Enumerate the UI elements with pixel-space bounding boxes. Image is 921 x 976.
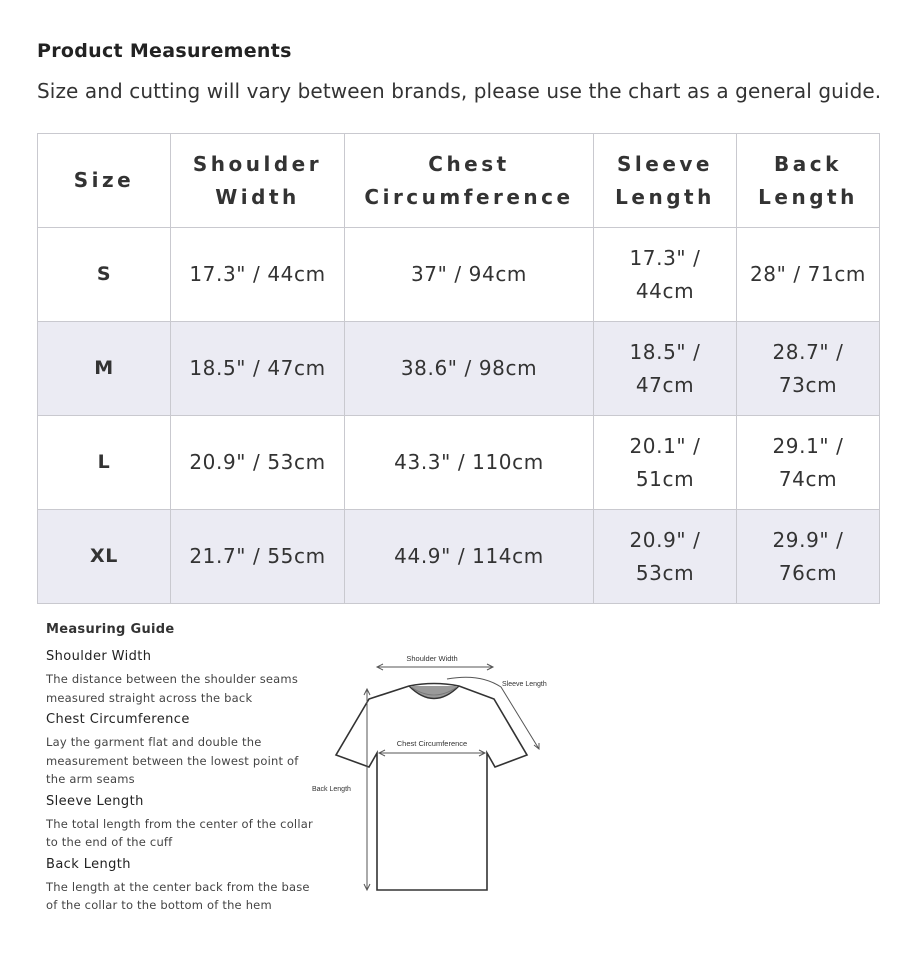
tshirt-measurement-diagram	[305, 645, 565, 900]
tshirt-outline	[336, 684, 527, 891]
sleeve-cell: 20.9" / 53cm	[594, 510, 737, 604]
guide-description: The distance between the shoulder seams measured straight across the back	[46, 672, 299, 705]
page-subtitle: Size and cutting will vary between brands, please use the chart as a general guide.	[37, 79, 882, 103]
size-cell: XL	[38, 510, 171, 604]
back-cell: 29.9" / 76cm	[737, 510, 880, 604]
guide-heading-sleeve-length: Sleeve Length	[46, 793, 144, 809]
sleeve-length-label: Sleeve Length	[502, 681, 547, 688]
size-cell: S	[38, 228, 171, 322]
back-cell: 28.7" / 73cm	[737, 322, 880, 416]
tshirt-icon	[305, 645, 565, 900]
sleeve-cell: 20.1" / 51cm	[594, 416, 737, 510]
chest-cell: 43.3" / 110cm	[345, 416, 594, 510]
guide-description: Lay the garment flat and double the measurement between the lowest point of the arm seams	[46, 735, 299, 786]
size-cell: L	[38, 416, 171, 510]
table-row	[38, 510, 880, 604]
back-length-label: Back Length	[312, 786, 351, 793]
column-header-back-length: Back Length	[737, 134, 880, 228]
table-row	[38, 228, 880, 322]
back-cell: 29.1" / 74cm	[737, 416, 880, 510]
table-row	[38, 416, 880, 510]
sleeve-cell: 17.3" / 44cm	[594, 228, 737, 322]
column-header-sleeve-length: Sleeve Length	[594, 134, 737, 228]
table-row	[38, 322, 880, 416]
page-title: Product Measurements	[37, 40, 292, 62]
guide-description: The length at the center back from the base of the collar to the bottom of the hem	[46, 879, 310, 912]
shoulder-width-label: Shoulder Width	[406, 654, 458, 663]
table-header-row	[38, 134, 880, 228]
back-cell: 28" / 71cm	[737, 228, 880, 322]
shoulder-cell: 18.5" / 47cm	[171, 322, 345, 416]
shoulder-cell: 20.9" / 53cm	[171, 416, 345, 510]
chest-cell: 44.9" / 114cm	[345, 510, 594, 604]
shoulder-cell: 17.3" / 44cm	[171, 228, 345, 322]
guide-heading-back-length: Back Length	[46, 856, 131, 872]
guide-heading-chest-circumference: Chest Circumference	[46, 712, 190, 727]
guide-heading-shoulder-width: Shoulder Width	[46, 649, 152, 664]
size-cell: M	[38, 322, 171, 416]
chest-circumference-label: Chest Circumference	[396, 739, 468, 748]
chest-cell: 37" / 94cm	[345, 228, 594, 322]
guide-title: Measuring Guide	[46, 622, 175, 637]
column-header-size: Size	[38, 134, 171, 228]
column-header-shoulder-width: Shoulder Width	[171, 134, 345, 228]
measuring-guide	[46, 622, 316, 920]
column-header-chest-circumference: Chest Circumference	[345, 134, 594, 228]
sleeve-cell: 18.5" / 47cm	[594, 322, 737, 416]
chest-cell: 38.6" / 98cm	[345, 322, 594, 416]
shoulder-cell: 21.7" / 55cm	[171, 510, 345, 604]
size-chart-table	[37, 133, 880, 604]
guide-description: The total length from the center of the collar to the end of the cuff	[46, 816, 313, 849]
